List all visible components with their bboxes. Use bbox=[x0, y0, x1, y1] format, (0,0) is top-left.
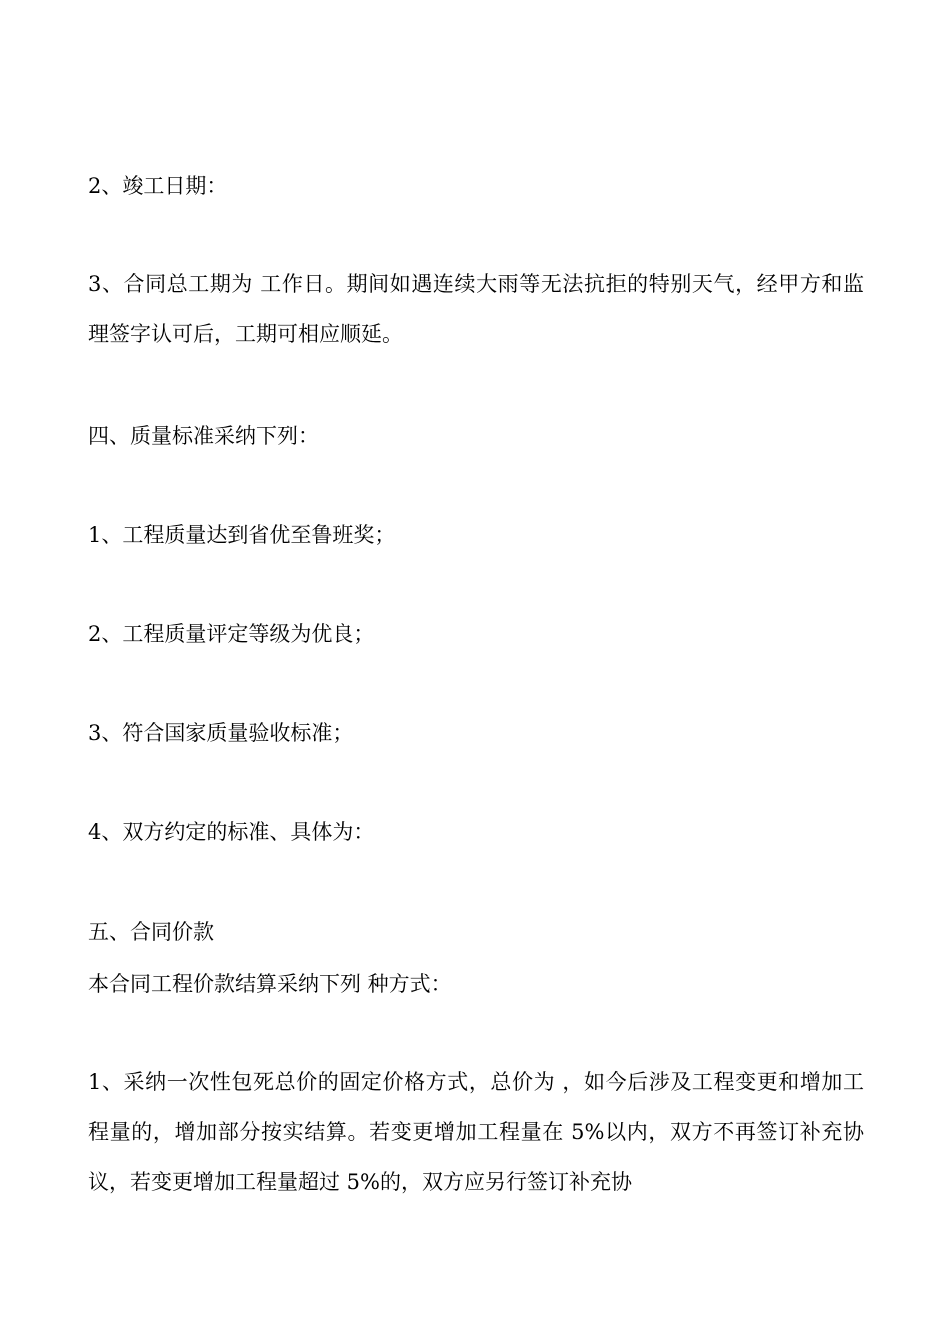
quality-item-4: 4、双方约定的标准、具体为： bbox=[88, 820, 375, 844]
price-item-1-paragraph: 1、采纳一次性包死总价的固定价格方式，总价为 ，如今后涉及工程变更和增加工程量的，增加部分按实结算。若变更增加工程量在 5%以内，双方不再签订补充协议，若变更增加工程量超过 5%的，双方应另行签订补充协 bbox=[88, 1070, 864, 1194]
quality-item-3: 3、符合国家质量验收标准； bbox=[88, 721, 354, 745]
quality-standard-heading: 四、质量标准采纳下列： bbox=[88, 424, 319, 448]
quality-item-1: 1、工程质量达到省优至鲁班奖； bbox=[88, 523, 396, 547]
contract-price-heading: 五、合同价款 bbox=[88, 920, 214, 944]
total-period-paragraph: 3、合同总工期为 工作日。期间如遇连续大雨等无法抗拒的特别天气，经甲方和监理签字认可后，工期可相应顺延。 bbox=[88, 272, 864, 346]
price-settlement-intro: 本合同工程价款结算采纳下列 种方式： bbox=[88, 972, 452, 996]
quality-item-2: 2、工程质量评定等级为优良； bbox=[88, 622, 375, 646]
completion-date-line: 2、竣工日期： bbox=[88, 174, 228, 198]
